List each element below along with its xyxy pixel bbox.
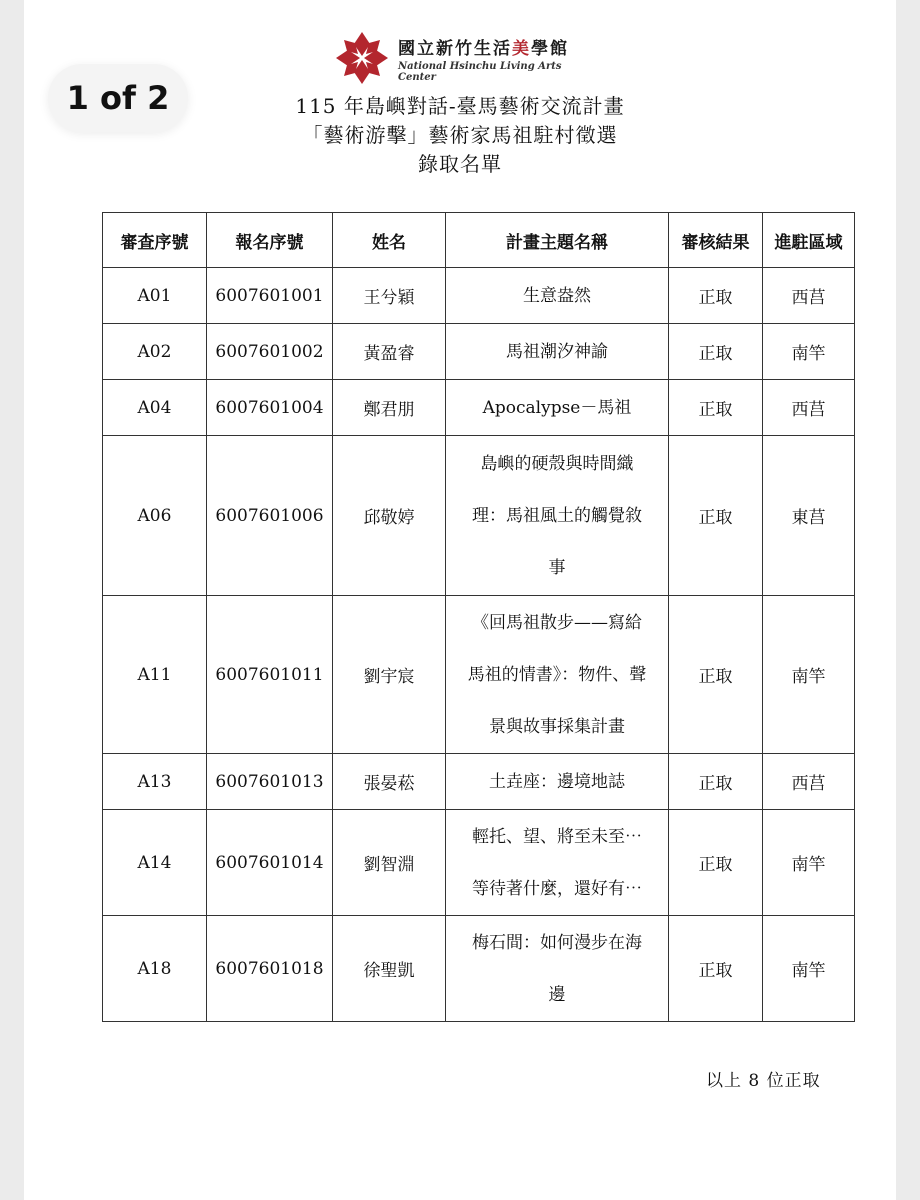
cell-result: 正取 — [669, 916, 763, 1022]
cell-name: 張晏菘 — [333, 754, 446, 810]
cell-review-no: A04 — [103, 380, 207, 436]
cell-result: 正取 — [669, 380, 763, 436]
cell-reg-no: 6007601001 — [207, 268, 333, 324]
lotus-diamond-logo-icon — [334, 30, 390, 86]
cell-result: 正取 — [669, 436, 763, 596]
cell-name: 劉宇宸 — [333, 596, 446, 754]
cell-review-no: A14 — [103, 810, 207, 916]
logo-name-en: National Hsinchu Living Arts Center — [398, 60, 562, 83]
cell-reg-no: 6007601018 — [207, 916, 333, 1022]
topic-line: 景與故事採集計畫 — [489, 716, 625, 737]
cell-review-no: A11 — [103, 596, 207, 754]
page-indicator: 1 of 2 — [48, 64, 188, 132]
cell-reg-no: 6007601002 — [207, 324, 333, 380]
footer-note: 以上 8 位正取 — [706, 1071, 821, 1091]
cell-topic — [446, 596, 669, 754]
header-review-no: 審查序號 — [103, 213, 207, 268]
cell-area: 南竿 — [763, 916, 855, 1022]
topic-line: 島嶼的硬殼與時間織 — [480, 453, 634, 474]
header-name: 姓名 — [333, 213, 446, 268]
cell-reg-no: 6007601006 — [207, 436, 333, 596]
cell-reg-no: 6007601014 — [207, 810, 333, 916]
cell-area: 南竿 — [763, 596, 855, 754]
cell-name: 邱敬婷 — [333, 436, 446, 596]
cell-name: 徐聖凱 — [333, 916, 446, 1022]
table-row — [103, 268, 855, 324]
cell-review-no: A18 — [103, 916, 207, 1022]
table-row — [103, 916, 855, 1022]
cell-review-no: A06 — [103, 436, 207, 596]
topic-line: Apocalypse－馬祖 — [482, 397, 632, 418]
cell-result: 正取 — [669, 324, 763, 380]
cell-name: 王兮穎 — [333, 268, 446, 324]
topic-line: 梅石間：如何漫步在海 — [472, 932, 642, 953]
cell-area: 西莒 — [763, 754, 855, 810]
cell-area: 南竿 — [763, 810, 855, 916]
cell-topic — [446, 916, 669, 1022]
document-title — [0, 92, 920, 179]
cell-area: 東莒 — [763, 436, 855, 596]
topic-line: 生意盎然 — [523, 285, 591, 306]
table-row — [103, 380, 855, 436]
institution-logo — [334, 30, 594, 86]
cell-review-no: A02 — [103, 324, 207, 380]
table-row — [103, 810, 855, 916]
cell-topic — [446, 268, 669, 324]
table-row — [103, 596, 855, 754]
header-area: 進駐區域 — [763, 213, 855, 268]
topic-line: 理：馬祖風土的觸覺敘 — [472, 505, 642, 526]
cell-result: 正取 — [669, 810, 763, 916]
cell-topic — [446, 810, 669, 916]
cell-topic — [446, 380, 669, 436]
topic-line: 馬祖的情書》：物件、聲 — [467, 664, 647, 685]
header-reg-no: 報名序號 — [207, 213, 333, 268]
title-line-3: 錄取名單 — [418, 152, 502, 176]
topic-line: 等待著什麼，還好有⋯ — [472, 878, 642, 899]
cell-topic — [446, 436, 669, 596]
cell-result: 正取 — [669, 596, 763, 754]
table-header-row — [103, 213, 855, 268]
cell-area: 西莒 — [763, 268, 855, 324]
topic-line: 邊 — [548, 984, 566, 1005]
title-line-1: 115 年島嶼對話-臺馬藝術交流計畫 — [295, 94, 625, 118]
cell-review-no: A01 — [103, 268, 207, 324]
cell-reg-no: 6007601013 — [207, 754, 333, 810]
cell-result: 正取 — [669, 268, 763, 324]
header-result: 審核結果 — [669, 213, 763, 268]
header-topic: 計畫主題名稱 — [446, 213, 669, 268]
topic-line: 馬祖潮汐神諭 — [506, 341, 608, 362]
topic-line: 土垚座：邊境地誌 — [489, 771, 625, 792]
cell-reg-no: 6007601011 — [207, 596, 333, 754]
topic-line: 輕托、望、將至未至⋯ — [472, 826, 642, 847]
cell-name: 劉智淵 — [333, 810, 446, 916]
cell-result: 正取 — [669, 754, 763, 810]
topic-line: 《回馬祖散步——寫給 — [472, 612, 642, 633]
topic-line: 事 — [548, 557, 566, 578]
table-row — [103, 436, 855, 596]
cell-name: 黃盈睿 — [333, 324, 446, 380]
title-line-2: 「藝術游擊」藝術家馬祖駐村徵選 — [302, 123, 618, 147]
cell-name: 鄭君朋 — [333, 380, 446, 436]
cell-area: 南竿 — [763, 324, 855, 380]
admission-table — [102, 212, 855, 1022]
logo-name-zh: 國立新竹生活美學館 — [398, 38, 569, 59]
table-row — [103, 324, 855, 380]
cell-topic — [446, 324, 669, 380]
cell-reg-no: 6007601004 — [207, 380, 333, 436]
cell-review-no: A13 — [103, 754, 207, 810]
table-row — [103, 754, 855, 810]
cell-topic — [446, 754, 669, 810]
cell-area: 西莒 — [763, 380, 855, 436]
